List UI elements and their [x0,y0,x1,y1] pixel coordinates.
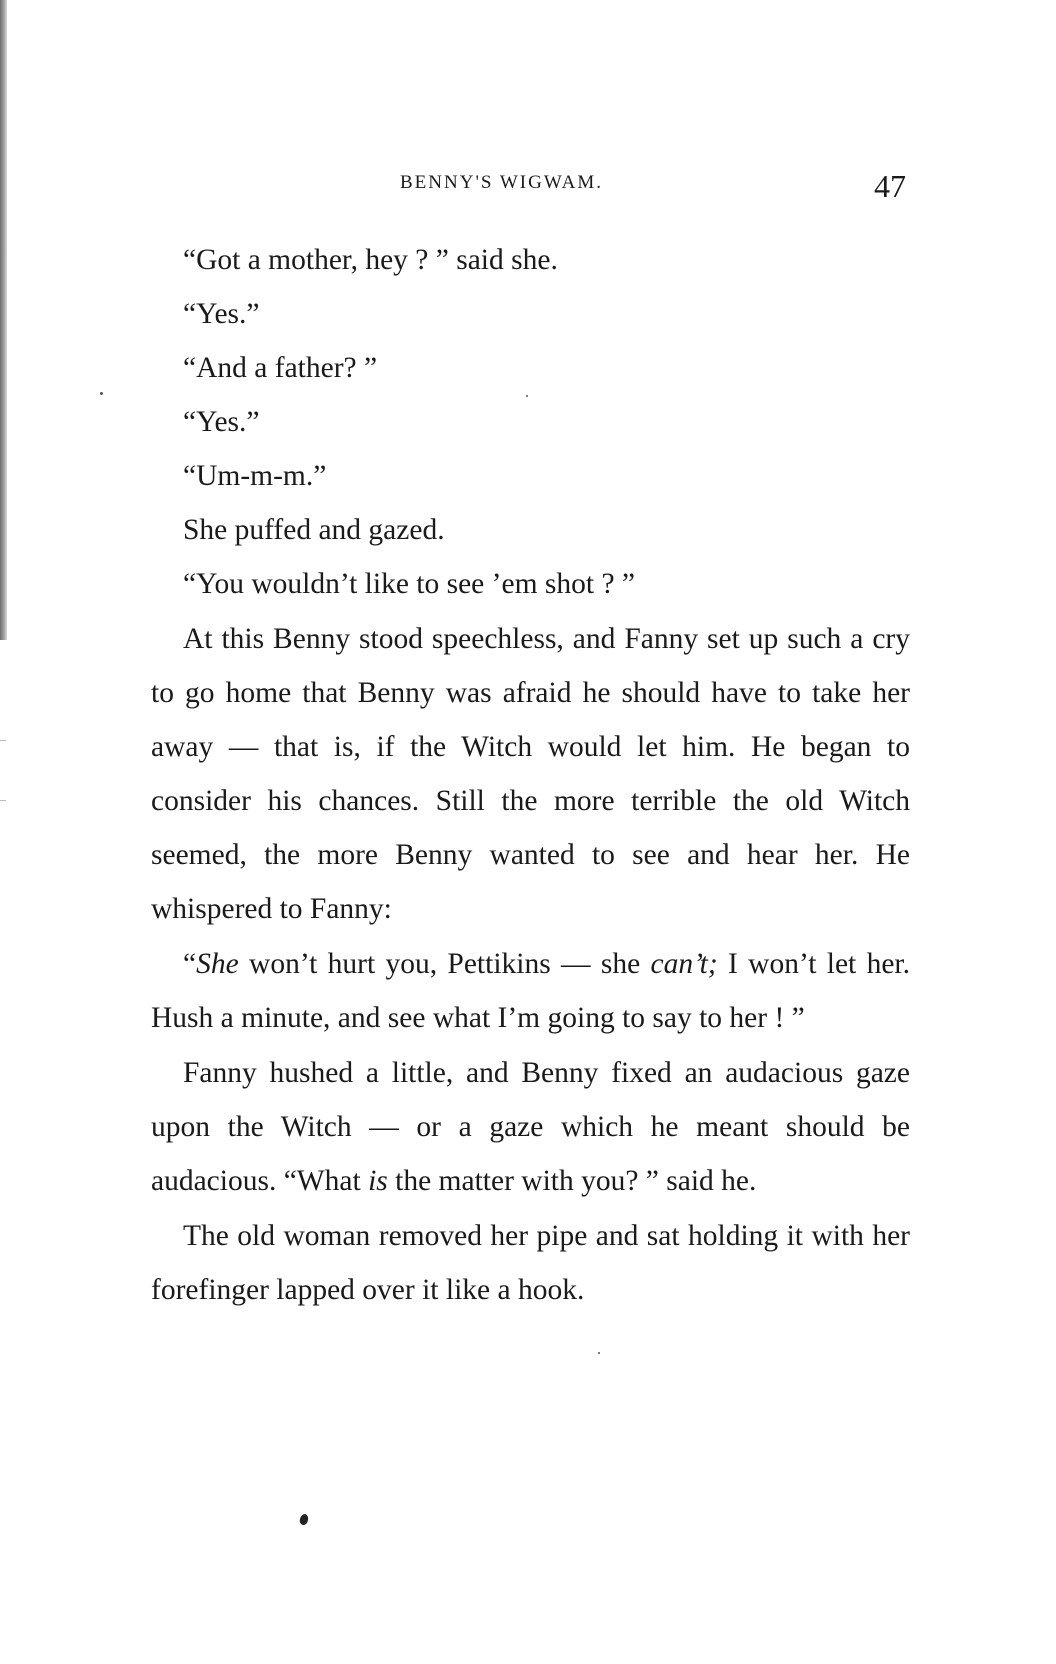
paragraph [151,449,910,503]
text-run: “Um-m-m.” [183,460,327,492]
paragraph [151,1209,910,1317]
ornament-mark [299,1513,310,1526]
text-run: Fanny hushed a little, and Benny fixed an audacious gaze upon the Witch — or a gaze which he meant should be audacious. “What [151,1057,910,1197]
text-run: The old woman removed her pipe and sat holding it with her forefinger lapped over it like a hook. [151,1220,910,1306]
text-run: “Yes.” [183,298,260,330]
page-edge-shadow [0,0,7,640]
text-run: “Got a mother, hey ? ” said she. [183,244,558,276]
text-run: I won’t let her. Hush a minute, and see what I’m going to say to her ! ” [151,948,910,1034]
text-run: “Yes.” [183,406,260,438]
paragraph [151,233,910,287]
page-number: 47 [874,168,906,204]
italic-run: She [196,948,239,980]
text-run: “You wouldn’t like to see ’em shot ? ” [183,568,636,600]
print-speck [526,395,528,397]
paragraph [151,557,910,611]
text-run: the matter with you? ” said he. [387,1165,757,1197]
italic-run: can’t; [650,948,718,980]
paragraph [151,612,910,936]
paragraph [151,287,910,341]
text-run: won’t hurt you, Pettikins — she [238,948,651,980]
print-speck [100,392,103,395]
margin-mark [0,740,6,741]
paragraph [151,1046,910,1208]
paragraph [151,937,910,1045]
italic-run: is [368,1165,388,1197]
running-head [150,168,910,208]
text-run: At this Benny stood speechless, and Fanny set up such a cry to go home that Benny was afraid he should have to take her away — that is, if the Witch would let him. He began to consider his chances. Still the more terrible the old Witch seemed, the more Benny wanted to see and hear her. He whispered to Fanny: [151,623,910,925]
body-text [151,233,910,1317]
paragraph [151,503,910,557]
paragraph [151,395,910,449]
paragraph [151,341,910,395]
print-speck [598,1352,600,1354]
text-run: “ [183,948,197,980]
margin-mark [0,800,6,801]
text-run: “And a father? ” [183,352,378,384]
text-run: She puffed and gazed. [183,514,445,546]
running-title: BENNY'S WIGWAM. [400,172,604,193]
